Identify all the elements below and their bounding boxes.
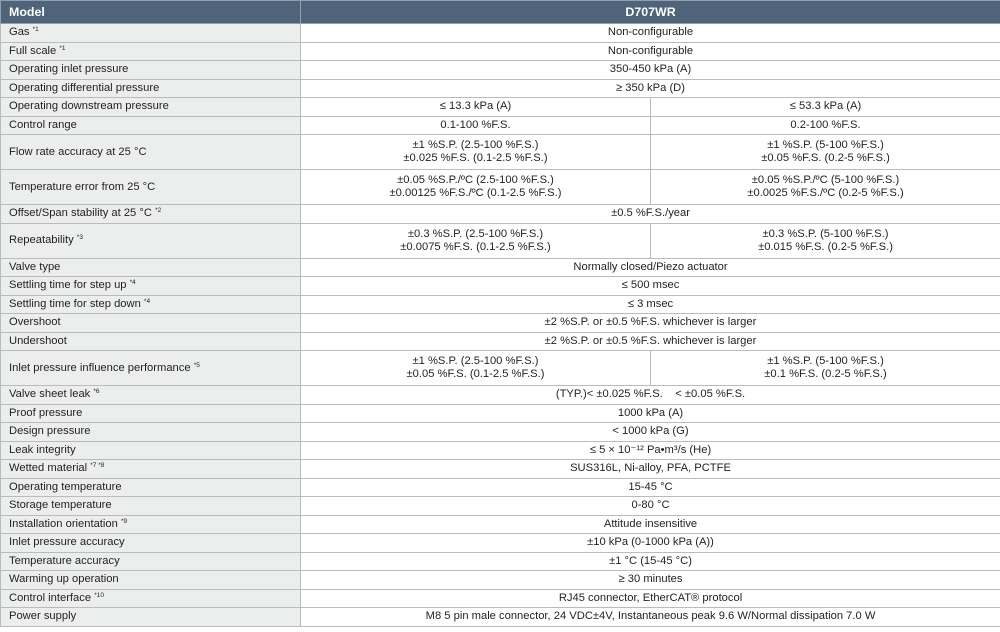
spec-value: SUS316L, Ni-alloy, PFA, PCTFE [301,460,1000,479]
footnote-marker: *1 [32,26,39,34]
spec-value-line: ±0.0025 %F.S./ºC (0.2-5 %F.S.) [747,187,904,199]
spec-label [1,258,301,277]
spec-label-text: Settling time for step up [9,279,127,292]
spec-label-text: Control interface [9,591,92,604]
spec-label-text: Temperature error from 25 °C [9,180,156,193]
spec-label [1,515,301,534]
spec-row-leak-integrity [1,441,1000,460]
spec-value: Attitude insensitive [301,515,1000,534]
spec-value-line: ±1 %S.P. (2.5-100 %F.S.) [412,355,539,367]
spec-value: ±0.5 %F.S./year [301,205,1000,224]
spec-label [1,79,301,98]
spec-value-left [301,223,651,258]
spec-row-power-supply [1,608,1000,627]
spec-row-operating-differential-pressure [1,79,1000,98]
spec-label [1,332,301,351]
spec-value-line: ±0.025 %F.S. (0.1-2.5 %F.S.) [403,152,548,164]
spec-value-right [651,98,1000,117]
spec-row-proof-pressure [1,404,1000,423]
spec-row-control-interface [1,589,1000,608]
spec-value-line: ±0.015 %F.S. (0.2-5 %F.S.) [758,240,893,253]
footnote-marker: *6 [93,388,100,396]
spec-value-line: ±0.05 %S.P./ºC (5-100 %F.S.) [751,174,900,186]
spec-label [1,205,301,224]
spec-row-valve-sheet-leak [1,386,1000,405]
spec-row-overshoot [1,314,1000,333]
spec-label-text: Gas [9,26,30,39]
spec-value-line: ≤ 53.3 kPa (A) [789,100,862,113]
spec-row-flow-rate-accuracy-at-25-c [1,135,1000,170]
spec-value: < 1000 kPa (G) [301,423,1000,442]
spec-label-text: Wetted material [9,462,88,475]
spec-label-text: Valve type [9,260,61,273]
spec-value: 15-45 °C [301,478,1000,497]
spec-value: (TYP.)< ±0.025 %F.S. < ±0.05 %F.S. [301,386,1000,405]
footnote-marker: *4 [129,279,136,287]
spec-label-text: Flow rate accuracy at 25 °C [9,145,147,158]
spec-value-line: ±1 %S.P. (5-100 %F.S.) [767,139,884,151]
model-header-label: Model [1,1,301,24]
spec-label-text: Temperature accuracy [9,554,120,567]
spec-row-operating-inlet-pressure [1,61,1000,80]
spec-row-full-scale [1,42,1000,61]
spec-value-right [651,116,1000,135]
spec-value-line: ±1 %S.P. (2.5-100 %F.S.) [412,139,539,151]
spec-label-text: Storage temperature [9,499,112,512]
spec-label-text: Valve sheet leak [9,388,91,401]
spec-value-line: ±0.3 %S.P. (5-100 %F.S.) [762,227,889,240]
spec-value-line: ±0.05 %F.S. (0.2-5 %F.S.) [761,152,890,164]
spec-value: 1000 kPa (A) [301,404,1000,423]
spec-row-installation-orientation [1,515,1000,534]
spec-label [1,135,301,170]
spec-value: ±2 %S.P. or ±0.5 %F.S. whichever is larger [301,332,1000,351]
spec-label [1,61,301,80]
spec-label [1,314,301,333]
spec-value-line: ±0.3 %S.P. (2.5-100 %F.S.) [407,227,544,240]
model-name-header: D707WR [301,1,1000,24]
spec-value-right [651,351,1000,386]
spec-row-settling-time-for-step-up [1,277,1000,296]
spec-value: 350-450 kPa (A) [301,61,1000,80]
footnote-marker: *9 [120,517,128,525]
spec-label-text: Offset/Span stability at 25 °C [9,207,152,220]
spec-label-text: Installation orientation [9,517,118,530]
spec-label-text: Operating differential pressure [9,81,160,94]
spec-value-right [651,135,1000,170]
spec-row-settling-time-for-step-down [1,295,1000,314]
spec-row-temperature-accuracy [1,552,1000,571]
spec-row-operating-temperature [1,478,1000,497]
spec-value-left [301,116,651,135]
spec-row-wetted-material [1,460,1000,479]
spec-label-text: Undershoot [9,334,67,347]
spec-value: M8 5 pin male connector, 24 VDC±4V, Instantaneous peak 9.6 W/Normal dissipation 7.0 W [301,608,1000,627]
spec-label [1,116,301,135]
footnote-marker: *2 [155,207,162,215]
spec-label-text: Proof pressure [9,406,83,419]
spec-value: RJ45 connector, EtherCAT® protocol [301,589,1000,608]
spec-label [1,386,301,405]
spec-value: Non-configurable [301,42,1000,61]
spec-value-left [301,351,651,386]
spec-value: Normally closed/Piezo actuator [301,258,1000,277]
spec-value: ≤ 5 × 10⁻¹² Pa•m³/s (He) [301,441,1000,460]
spec-label-text: Operating downstream pressure [9,100,169,113]
header-row [1,1,1000,24]
spec-label-text: Power supply [9,610,77,623]
spec-row-repeatability [1,223,1000,258]
spec-value: 0-80 °C [301,497,1000,516]
spec-value: ≤ 500 msec [301,277,1000,296]
spec-label [1,441,301,460]
spec-value-line: ±0.1 %F.S. (0.2-5 %F.S.) [764,368,887,380]
spec-value: Non-configurable [301,24,1000,43]
footnote-marker: *1 [59,44,66,52]
spec-value: ≥ 350 kPa (D) [301,79,1000,98]
spec-label [1,423,301,442]
spec-label [1,170,301,205]
spec-value-line: ≤ 13.3 kPa (A) [439,100,512,113]
spec-value-line: ±1 %S.P. (5-100 %F.S.) [767,355,884,367]
spec-label [1,351,301,386]
spec-label-text: Settling time for step down [9,297,141,310]
spec-label [1,571,301,590]
footnote-marker: *10 [94,591,104,599]
spec-label-text: Control range [9,118,77,131]
spec-value: ≥ 30 minutes [301,571,1000,590]
spec-value-left [301,170,651,205]
spec-row-inlet-pressure-influence-performance [1,351,1000,386]
spec-label [1,589,301,608]
spec-row-undershoot [1,332,1000,351]
spec-row-design-pressure [1,423,1000,442]
spec-value-line: ±0.0075 %F.S. (0.1-2.5 %F.S.) [400,240,551,253]
spec-row-offset-span-stability-at-25-c [1,205,1000,224]
spec-value-line: 0.2-100 %F.S. [790,118,861,131]
spec-label [1,552,301,571]
spec-value-line: 0.1-100 %F.S. [440,118,511,131]
spec-row-inlet-pressure-accuracy [1,534,1000,553]
footnote-marker: *7 *8 [90,462,105,470]
spec-label [1,24,301,43]
spec-label [1,277,301,296]
spec-label [1,534,301,553]
spec-table-body [1,24,1000,627]
spec-label [1,497,301,516]
footnote-marker: *3 [76,234,83,241]
spec-label [1,404,301,423]
spec-row-gas [1,24,1000,43]
spec-label-text: Operating temperature [9,480,122,493]
spec-value-line: ±0.00125 %F.S./ºC (0.1-2.5 %F.S.) [389,187,562,199]
spec-label-text: Warming up operation [9,573,119,586]
spec-label [1,98,301,117]
spec-label [1,478,301,497]
spec-row-operating-downstream-pressure [1,98,1000,117]
footnote-marker: *4 [143,297,151,305]
spec-label [1,295,301,314]
spec-label-text: Operating inlet pressure [9,63,129,76]
spec-value-left [301,98,651,117]
spec-row-temperature-error-from-25-c [1,170,1000,205]
spec-value-right [651,170,1000,205]
spec-value-line: ±0.05 %F.S. (0.1-2.5 %F.S.) [406,368,545,380]
spec-value: ±2 %S.P. or ±0.5 %F.S. whichever is larger [301,314,1000,333]
spec-row-warming-up-operation [1,571,1000,590]
spec-label [1,42,301,61]
spec-value-line: ±0.05 %S.P./ºC (2.5-100 %F.S.) [397,174,554,186]
spec-label-text: Inlet pressure influence performance [9,361,191,374]
spec-value: ±10 kPa (0-1000 kPa (A)) [301,534,1000,553]
spec-row-valve-type [1,258,1000,277]
footnote-marker: *5 [193,361,200,369]
spec-value-right [651,223,1000,258]
spec-value-left [301,135,651,170]
spec-value: ±1 °C (15-45 °C) [301,552,1000,571]
spec-label-text: Leak integrity [9,443,76,456]
spec-label [1,460,301,479]
spec-label-text: Overshoot [9,316,61,329]
spec-label-text: Inlet pressure accuracy [9,536,125,549]
spec-label-text: Repeatability [9,234,74,246]
spec-row-storage-temperature [1,497,1000,516]
spec-value: ≤ 3 msec [301,295,1000,314]
spec-label-text: Full scale [9,44,57,57]
spec-label [1,608,301,627]
spec-row-control-range [1,116,1000,135]
spec-label [1,223,301,258]
spec-label-text: Design pressure [9,425,91,438]
